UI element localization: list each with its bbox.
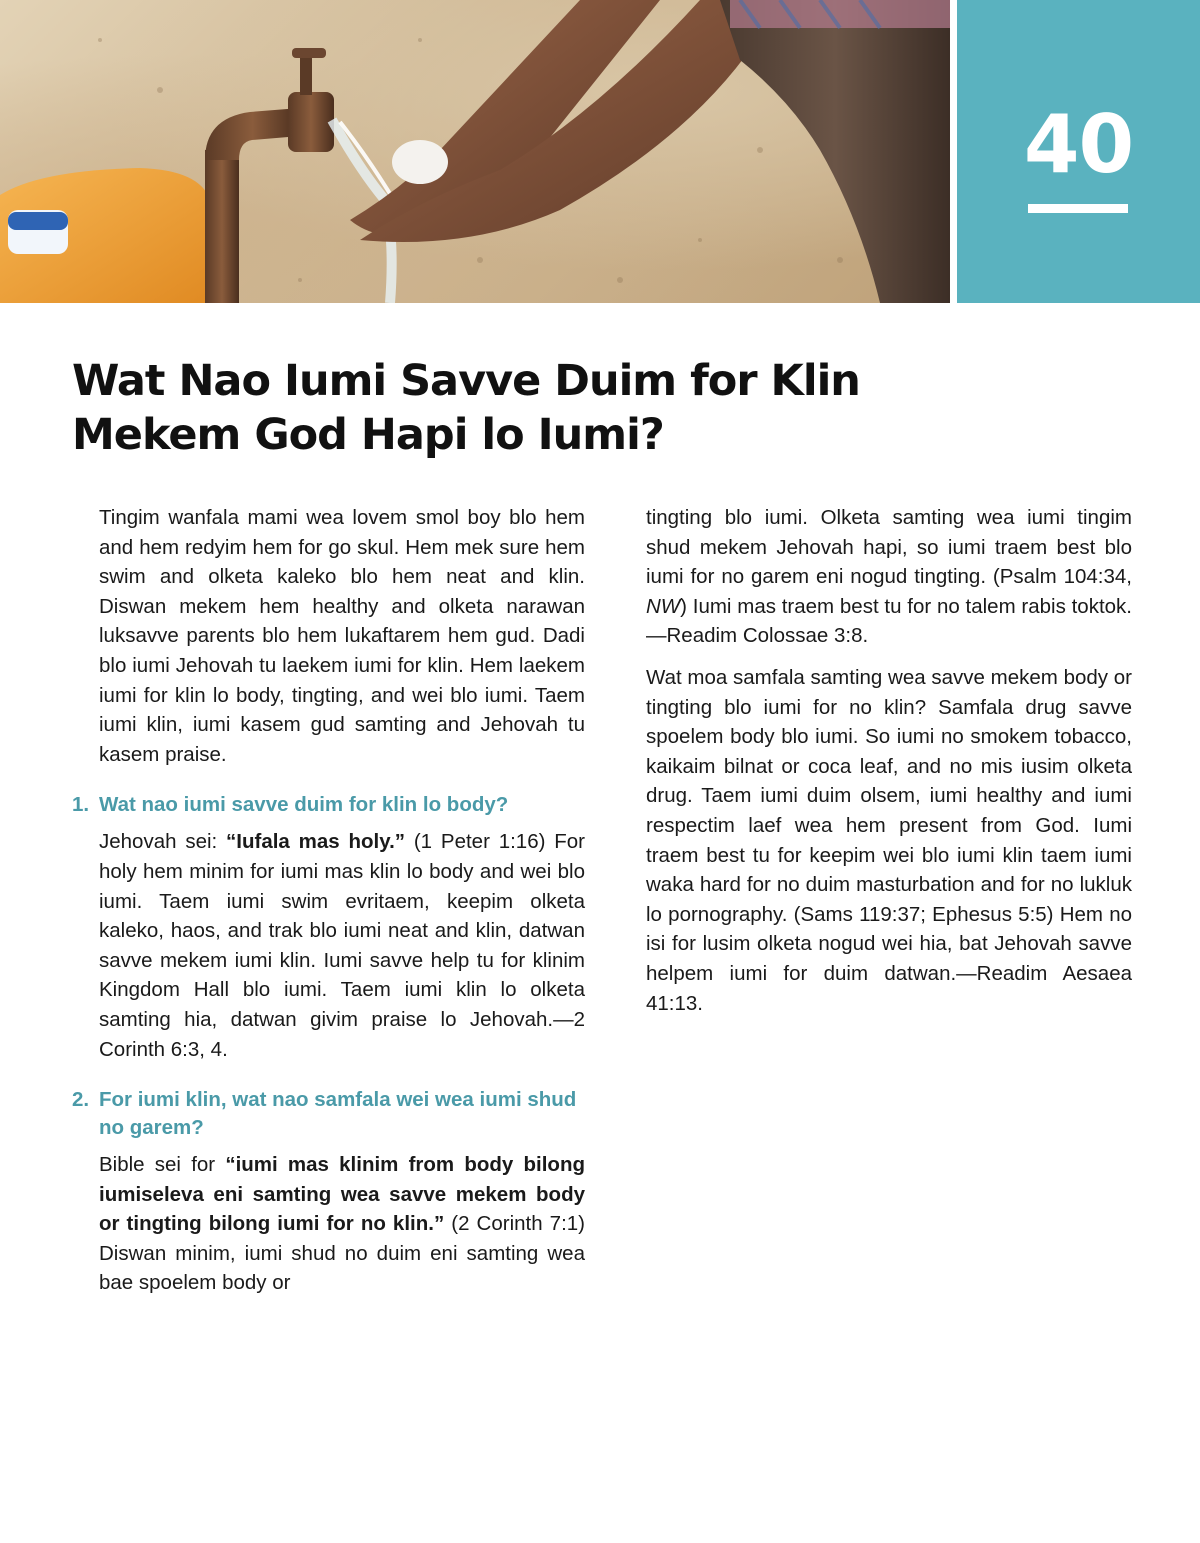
section-2-text-rest: (2 Corinth 7:1) Diswan minim, iumi shud no duim eni samting wea bae spoelem body or — [99, 1212, 585, 1295]
left-column — [72, 503, 585, 1310]
question-2-number: 2. — [72, 1088, 90, 1112]
lesson-number: 40 — [1023, 98, 1134, 191]
intro-paragraph: Tingim wanfala mami wea lovem smol boy blo hem and hem redyim hem for go skul. Hem mek sure hem swim and olketa kaleko blo hem neat and klin. Diswan mekem hem healthy and olketa narawan luksavve parents blo hem lukaftarem hem gud. Dadi blo iumi Jehovah tu laekem iumi for klin. Hem laekem iumi for klin lo body, tingting, and wei blo iumi. Taem iumi klin, iumi kasem gud samting and Jehovah tu kasem praise. — [99, 506, 585, 766]
section-2-paragraph — [99, 1150, 585, 1298]
question-1-number: 1. — [72, 793, 90, 817]
hands-washing-with-soap-at-tap-icon — [0, 0, 950, 303]
section-2-text-end: ) Iumi mas traem best tu for no talem rabis toktok.—Readim Colossae 3:8. — [646, 594, 1132, 648]
section-2-text-start: Bible sei for — [99, 1153, 226, 1177]
page-title-line2: Mekem God Hapi lo Iumi? — [72, 410, 664, 460]
question-2-text: For iumi klin, wat nao samfala wei wea iumi shud no garem? — [99, 1088, 577, 1140]
section-2-scripture-quote: “iumi mas klinim from body bilong iumiseleva eni samting wea savve mekem body or tingting bilong iumi for no klin.” — [99, 1153, 585, 1236]
question-1 — [72, 791, 585, 819]
hero-photo — [0, 0, 950, 303]
section-1-scripture-quote: “Iufala mas holy.” — [226, 830, 406, 854]
right-column — [646, 503, 1132, 1030]
section-1-text-start: Jehovah sei: — [99, 830, 227, 854]
section-2-paragraph-2: Wat moa samfala samting wea savve mekem body or tingting blo iumi for no klin? Samfala drug savve spoelem body blo iumi. So iumi no smokem tobacco, kaikaim bilnat or coca leaf, and no mis iusim olketa drug. Taem iumi duim olsem, iumi healthy and iumi respectim laef wea hem present from God. Iumi traem best tu for keepim wei blo iumi klin taem iumi waka hard for no duim masturbation and for no lukluk lo pornography. (Sams 119:37; Ephesus 5:5) Hem no isi for lusim olketa nogud wei hia, bat Jehovah savve helpem iumi for duim datwan.—Readim Aesaea 41:13. — [646, 665, 1132, 1015]
section-2-paragraph-continued — [646, 503, 1132, 651]
lesson-number-badge — [957, 0, 1200, 303]
section-2-text-continued: tingting blo iumi. Olketa samting wea iumi tingim shud mekem Jehovah hapi, so iumi traem best blo iumi for no garem eni nogud tingting. (Psalm 104:34, — [646, 506, 1132, 589]
lesson-number-underline — [1028, 204, 1128, 213]
question-1-text: Wat nao iumi savve duim for klin lo body? — [99, 793, 509, 817]
section-1-paragraph — [99, 827, 585, 1064]
section-1-text-rest: (1 Peter 1:16) For holy hem minim for iumi mas klin lo body and wei blo iumi. Taem iumi swim evritaem, keepim olketa kaleko, haos, and trak blo iumi neat and klin, datwan savve mekem iumi klin. Iumi savve help tu for klinim Kingdom Hall blo iumi. Taem iumi klin lo olketa samting hia, datwan givim praise lo Jehovah.—2 Corinth 6:3, 4. — [99, 830, 585, 1061]
question-2 — [72, 1086, 585, 1142]
page-title — [72, 354, 972, 462]
page-title-line1: Wat Nao Iumi Savve Duim for Klin — [72, 356, 860, 406]
section-2-translation-note: NW — [646, 594, 681, 618]
